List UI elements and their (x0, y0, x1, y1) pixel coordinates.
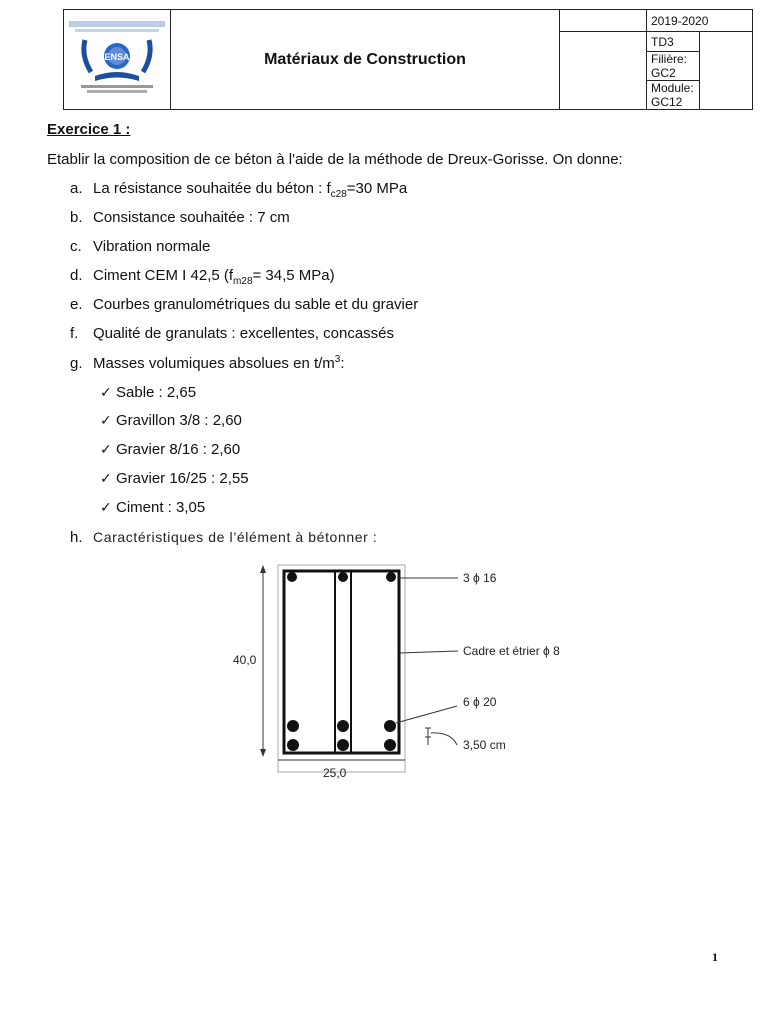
leader-cover (431, 733, 457, 745)
mass-item (100, 412, 242, 429)
logo-cell (64, 10, 171, 110)
td-number: TD3 (647, 32, 700, 52)
filiere: Filière: GC2 (647, 52, 700, 81)
check-icon: ✓ (100, 385, 112, 401)
bottom-bars-label: 6 ϕ 20 (463, 695, 497, 709)
mass-text: Gravier 8/16 : 2,60 (116, 441, 241, 458)
item-letter: b. (70, 209, 83, 226)
list-item-d (70, 267, 335, 287)
list-item-h (70, 529, 377, 546)
header-blank-top (560, 10, 647, 32)
exercise-intro: Etablir la composition de ce béton à l'aide de la méthode de Dreux-Gorisse. On donne: (47, 151, 623, 168)
mass-item (100, 441, 240, 458)
rebar-bottom (384, 720, 396, 732)
page-number: 1 (712, 950, 718, 964)
check-icon: ✓ (100, 471, 112, 487)
check-icon: ✓ (100, 442, 112, 458)
item-text: Qualité de granulats : excellentes, concassés (93, 325, 395, 342)
rebar-top (338, 572, 348, 582)
item-letter: e. (70, 296, 83, 313)
rebar-bottom (384, 739, 396, 751)
rebar-bottom (287, 720, 299, 732)
list-item-a (70, 180, 407, 200)
item-subscript: c28 (330, 189, 347, 200)
width-label: 25,0 (323, 766, 347, 780)
list-item-g (70, 354, 345, 372)
stirrup-label: Cadre et étrier ϕ 8 (463, 644, 560, 658)
item-letter: f. (70, 325, 79, 342)
item-superscript: 3 (334, 354, 341, 365)
bottom-bars (287, 720, 396, 751)
logo-lettering: ENSA (104, 52, 130, 62)
school-logo (67, 18, 167, 98)
mass-item (100, 470, 249, 487)
item-text: Vibration normale (93, 238, 211, 255)
list-item-f (70, 325, 394, 342)
header-table (63, 9, 753, 110)
module: Module: GC12 (647, 81, 700, 110)
item-letter: c. (70, 238, 82, 255)
rebar-bottom (337, 720, 349, 732)
item-text-end: =30 MPa (346, 180, 408, 197)
list-item-e (70, 296, 418, 313)
academic-year: 2019-2020 (647, 10, 753, 32)
cover-dimension (425, 728, 431, 745)
height-label: 40,0 (233, 653, 257, 667)
document-title: Matériaux de Construction (171, 10, 560, 110)
mass-text: Gravillon 3/8 : 2,60 (116, 412, 242, 429)
top-bars-label: 3 ϕ 16 (463, 571, 497, 585)
mass-text: Sable : 2,65 (116, 384, 197, 401)
mass-text: Gravier 16/25 : 2,55 (116, 470, 249, 487)
item-letter: a. (70, 180, 83, 197)
mass-text: Ciment : 3,05 (116, 499, 206, 516)
item-letter: h. (70, 529, 83, 546)
cover-label: 3,50 cm (463, 738, 506, 752)
check-icon: ✓ (100, 413, 112, 429)
item-letter: d. (70, 267, 83, 284)
item-text-end: = 34,5 MPa) (252, 267, 335, 284)
header-blank (560, 32, 647, 110)
list-item-c (70, 238, 210, 255)
rebar-top (386, 572, 396, 582)
item-text: Consistance souhaitée : 7 cm (93, 209, 290, 226)
rebar-bottom (337, 739, 349, 751)
beam-section-figure (225, 555, 605, 785)
list-item-b (70, 209, 290, 226)
leader-stirrup (399, 651, 458, 653)
mass-item (100, 499, 205, 516)
item-letter: g. (70, 355, 83, 372)
exercise-title: Exercice 1 : (47, 121, 131, 138)
top-bars (287, 572, 396, 582)
rebar-bottom (287, 739, 299, 751)
rebar-top (287, 572, 297, 582)
item-text: La résistance souhaitée du béton : f (93, 180, 331, 197)
item-text: Caractéristiques de l’élément à bétonner : (93, 529, 378, 545)
item-text: Ciment CEM I 42,5 (f (93, 267, 234, 284)
item-text: Masses volumiques absolues en t/m (93, 355, 335, 372)
item-text: Courbes granulométriques du sable et du gravier (93, 296, 419, 313)
mass-item (100, 384, 196, 401)
item-text-end: : (340, 355, 345, 372)
check-icon: ✓ (100, 500, 112, 516)
item-subscript: m28 (233, 276, 253, 287)
header-blank-right (700, 32, 753, 110)
